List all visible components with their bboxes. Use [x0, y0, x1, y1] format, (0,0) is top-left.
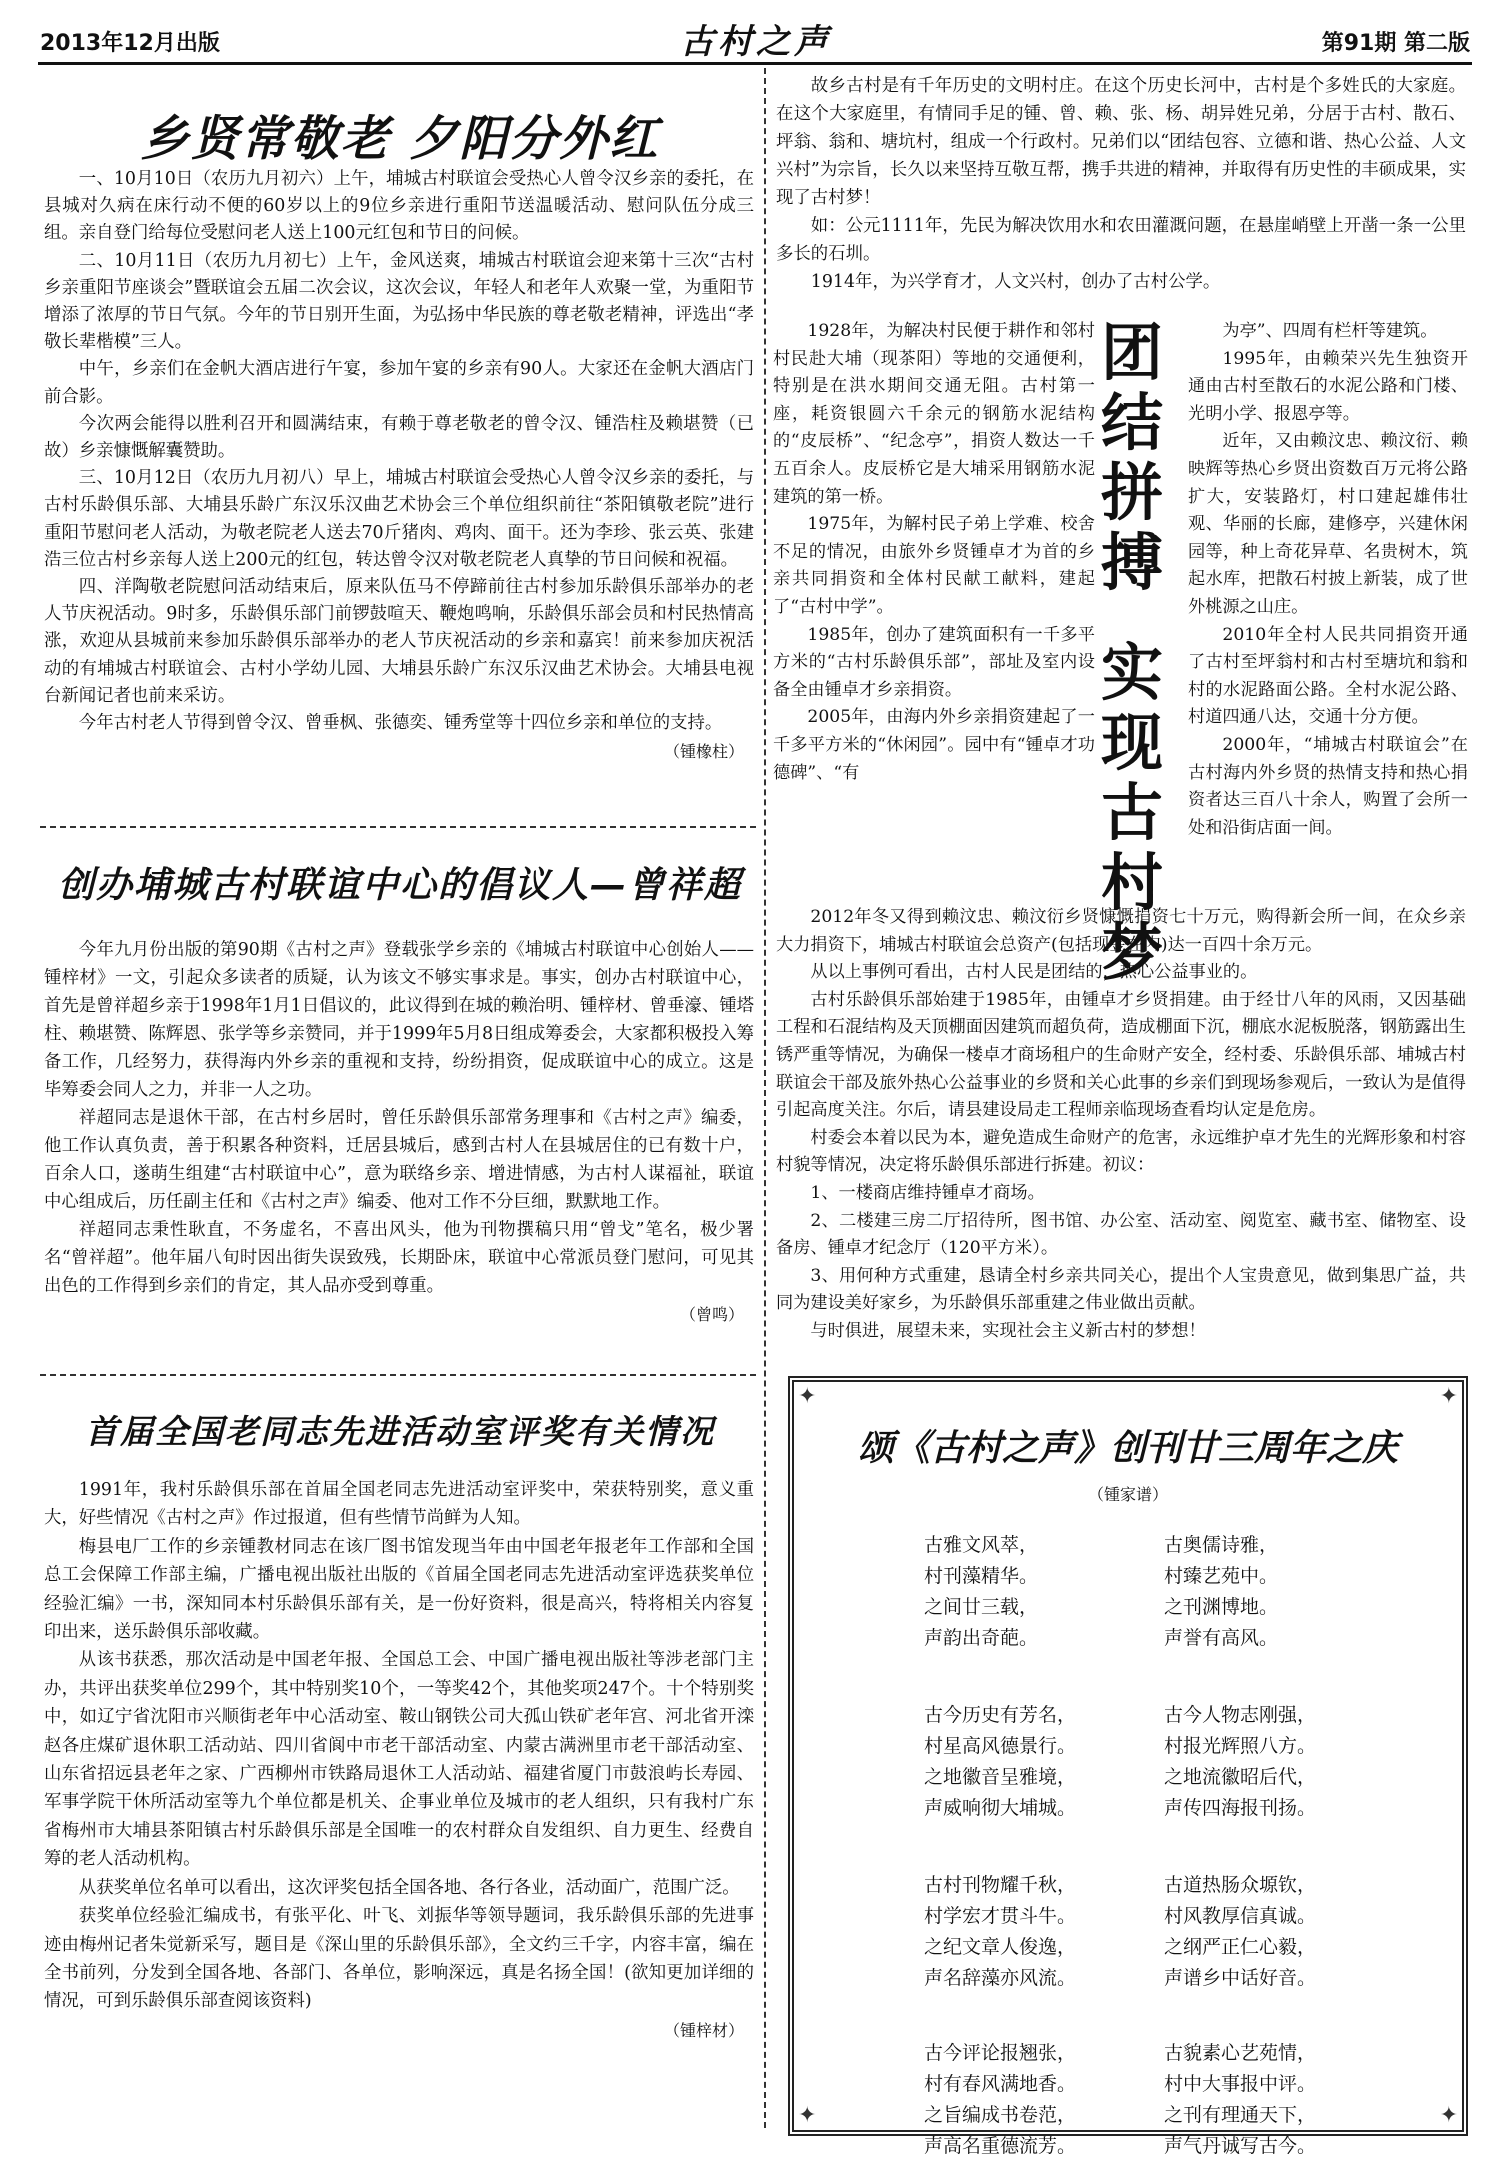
poem-verse: 古道热肠众塬钦，: [1164, 1874, 1317, 1896]
poem-stanza: [924, 1700, 1364, 1824]
paragraph: 梅县电厂工作的乡亲锺教材同志在该厂图书馆发现当年由中国老年报老年工作部和全国总工会保障工作部主编，广播电视出版社出版的《首届全国老同志先进活动室评选获奖单位经验汇编》一书，深知同本村乐龄俱乐部有关，是一份好资料，很是高兴，特将相关内容复印出来，送乐龄俱乐部收藏。: [44, 1536, 754, 1643]
poem-line: [924, 2131, 1364, 2162]
page-header: [40, 14, 1470, 60]
vertical-title-char: 搏: [1100, 526, 1163, 599]
vertical-title-char: 实: [1100, 636, 1163, 709]
ornament-icon: ✦: [1439, 1384, 1458, 1409]
poem-verse: 古雅文风萃，: [924, 1534, 1039, 1556]
poem-line: [924, 1530, 1364, 1561]
poem-verse: 古奥儒诗雅，: [1164, 1534, 1279, 1556]
poem-verse: 声誉有高风。: [1164, 1627, 1279, 1649]
paragraph: 从获奖单位名单可以看出，这次评奖包括全国各地、各行各业，活动面广，范围广泛。: [78, 1877, 740, 1898]
vertical-title-char: 团: [1100, 316, 1163, 389]
section-divider: [40, 1374, 756, 1376]
poem-box: [788, 1376, 1468, 2157]
paragraph: 1、一楼商店维持锺卓才商场。: [810, 1182, 1045, 1203]
poem-line: [924, 1561, 1364, 1592]
poem-line: [924, 2069, 1364, 2100]
paragraph: 1928年，为解决村民便于耕作和邻村村民赴大埔（现茶阳）等地的交通便利，特别是在洪水期间交通无阻。古村第一座，耗资银圆六千余元的钢筋水泥结构的“皮辰桥”、“纪念亭”，捐资人数达一千五百余人。皮辰桥它是大埔采用钢筋水泥建筑的第一桥。: [773, 321, 1095, 507]
article4-intro: [776, 72, 1466, 296]
poem-verse: 声谱乡中话好音。: [1164, 1967, 1317, 1989]
poem-verse: 村臻艺苑中。: [1164, 1565, 1279, 1587]
poem-verse: 之纪文章人俊逸，: [924, 1936, 1077, 1958]
byline: （锺橡柱）: [663, 742, 744, 762]
paragraph: 从以上事例可看出，古村人民是团结的，热心公益事业的。: [810, 962, 1258, 983]
ornament-icon: ✦: [798, 1384, 817, 1409]
byline: （锺梓材）: [663, 2020, 744, 2040]
article4-right-column: [1188, 318, 1468, 842]
ornament-icon: ✦: [798, 2103, 817, 2128]
poem-line: [924, 1731, 1364, 1762]
poem-verse: 村风教厚信真诚。: [1164, 1905, 1317, 1927]
paragraph: 1991年，我村乐龄俱乐部在首届全国老同志先进活动室评奖中，荣获特别奖，意义重大，好些情况《古村之声》作过报道，但有些情节尚鲜为人知。: [44, 1480, 754, 1529]
vertical-title-char: 梦: [1100, 916, 1163, 989]
paragraph: 故乡古村是有千年历史的文明村庄。在这个历史长河中，古村是个多姓氏的大家庭。在这个大家庭里，有情同手足的锺、曾、赖、张、杨、胡异姓兄弟，分居于古村、散石、坪翁、翁和、塘坑村，组成一个行政村。兄弟们以“团结包容、立德和谐、热心公益、人文兴村”为宗旨，长久以来坚持互敬互帮，携手共进的精神，并取得有历史性的丰硕成果，实现了古村梦！: [776, 76, 1466, 208]
paragraph: 四、洋陶敬老院慰问活动结束后，原来队伍马不停蹄前往古村参加乐龄俱乐部举办的老人节庆祝活动。9时多，乐龄俱乐部门前锣鼓喧天、鞭炮鸣响，乐龄俱乐部会员和村民热情高涨，欢迎从县城前来参加乐龄俱乐部举办的老人节庆祝活动的乡亲和嘉宾！前来参加庆祝活动的有埔城古村联谊会、古村小学幼儿园、大埔县乐龄广东汉乐汉曲艺术协会。大埔县电视台新闻记者也前来采访。: [44, 577, 754, 706]
poem-line: [924, 1592, 1364, 1623]
paragraph: 今次两会能得以胜利召开和圆满结束，有赖于尊老敬老的曾令汉、锺浩柱及赖堪赞（已故）乡亲慷慨解囊赞助。: [44, 413, 754, 462]
poem-line: [924, 1623, 1364, 1654]
poem-verse: 古今评论报翘张，: [924, 2042, 1077, 2064]
paragraph: 3、用何种方式重建，恳请全村乡亲共同关心，提出个人宝贵意见，做到集思广益，共同为建设美好家乡，为乐龄俱乐部重建之伟业做出贡献。: [776, 1265, 1466, 1314]
paragraph: 村委会本着以民为本，避免造成生命财产的危害，永远维护卓才先生的光辉形象和村容村貌等情况，决定将乐龄俱乐部进行拆建。初议：: [776, 1127, 1466, 1176]
poem-verse: 村学宏才贯斗牛。: [924, 1905, 1077, 1927]
poem-verse: 声高名重德流芳。: [924, 2135, 1077, 2157]
poem-verse: 声气丹诚写古今。: [1164, 2135, 1317, 2157]
poem-line: [924, 1793, 1364, 1824]
poem-verse: 古今人物志刚强，: [1164, 1704, 1317, 1726]
paragraph: 与时俱进，展望未来，实现社会主义新古村的梦想！: [810, 1320, 1206, 1341]
paragraph: 近年，又由赖汶忠、赖汶衍、赖映辉等热心乡贤出资数百万元将公路扩大，安装路灯，村口建起雄伟壮观、华丽的长廊，建修亭，兴建休闲园等，种上奇花异草、名贵树木，筑起水库，把散石村披上新装，成了世外桃源之山庄。: [1188, 431, 1468, 617]
poem-stanza: [924, 1870, 1364, 1994]
article3-title: 首届全国老同志先进活动室评奖有关情况: [85, 1412, 715, 1451]
poem-verse: 声韵出奇葩。: [924, 1627, 1039, 1649]
article2-body: [44, 936, 754, 1325]
poem-line: [924, 1963, 1364, 1994]
poem-verse: 声威响彻大埔城。: [924, 1797, 1077, 1819]
header-rule: [38, 62, 1472, 65]
paragraph: 2000年，“埔城古村联谊会”在古村海内外乡贤的热情支持和热心捐资者达三百八十余人，购置了会所一处和沿街店面一间。: [1188, 734, 1468, 838]
article1-body: [44, 166, 754, 762]
paragraph: 1995年，由赖荣兴先生独资开通由古村至散石的水泥公路和门楼、光明小学、报恩亭等。: [1188, 348, 1468, 424]
poem-verse: 之地流徽昭后代，: [1164, 1766, 1317, 1788]
poem-verse: 声传四海报刊扬。: [1164, 1797, 1317, 1819]
issue-number: 第91期 第二版: [1321, 31, 1470, 56]
vertical-title-char: 村: [1100, 846, 1163, 919]
column-divider: [764, 68, 766, 2128]
poem-line: [924, 1870, 1364, 1901]
poem-verse: 古村刊物耀千秋，: [924, 1874, 1077, 1896]
section-divider: [40, 826, 756, 828]
poem-verse: 声名辞藻亦风流。: [924, 1967, 1077, 1989]
poem-line: [924, 2100, 1364, 2131]
paragraph: 如：公元1111年，先民为解决饮用水和农田灌溉问题，在悬崖峭壁上开凿一条一公里多长的石圳。: [776, 216, 1466, 264]
paragraph: 二、10月11日（农历九月初七）上午，金风送爽，埔城古村联谊会迎来第十三次“古村乡亲重阳节座谈会”暨联谊会五届二次会议，这次会议，年轻人和老年人欢聚一堂，为重阳节增添了浓厚的节日气氛。今年的节日别开生面，为弘扬中华民族的尊老敬老精神，评选出“孝敬长辈楷模”三人。: [44, 250, 754, 353]
poem-verse: 村报光辉照八方。: [1164, 1735, 1317, 1757]
issue-date: 2013年12月出版: [40, 31, 220, 56]
paragraph: 1985年，创办了建筑面积有一千多平方米的“古村乐龄俱乐部”，部址及室内设备全由锺卓才乡亲捐资。: [773, 624, 1095, 700]
paragraph: 2、二楼建三房二厅招待所，图书馆、办公室、活动室、阅览室、藏书室、储物室、设备房、锺卓才纪念厅（120平方米）。: [776, 1210, 1466, 1259]
poem-line: [924, 1700, 1364, 1731]
masthead: 古村之声: [680, 22, 832, 62]
poem-title: 颂《古村之声》创刊廿三周年之庆: [857, 1428, 1398, 1469]
poem-verse: 之地徽音呈雅境，: [924, 1766, 1077, 1788]
paragraph: 2005年，由海内外乡亲捐资建起了一千多平方米的“休闲园”。园中有“锺卓才功德碑”、“有: [773, 707, 1095, 783]
paragraph: 1914年，为兴学育才，人文兴村，创办了古村公学。: [810, 272, 1221, 292]
paragraph: 三、10月12日（农历九月初八）早上，埔城古村联谊会受热心人曾令汉乡亲的委托，与古村乐龄俱乐部、大埔县乐龄广东汉乐汉曲艺术协会三个单位组织前往“茶阳镇敬老院”进行重阳节慰问老人活动，为敬老院老人送去70斤猪肉、鸡肉、面干。还为李珍、张云英、张建浩三位古村乡亲每人送上200元的红包，转达曾令汉对敬老院老人真挚的节日问候和祝福。: [44, 468, 754, 570]
paragraph: 1975年，为解村民子弟上学难、校舍不足的情况，由旅外乡贤锺卓才为首的乡亲共同捐资和全体村民献工献料，建起了“古村中学”。: [773, 514, 1095, 617]
byline: （曾鸣）: [679, 1305, 744, 1324]
paragraph: 中午，乡亲们在金帆大酒店进行午宴，参加午宴的乡亲有90人。大家还在金帆大酒店门前合影。: [44, 359, 754, 407]
vertical-title-char: 古: [1100, 776, 1163, 849]
paragraph: 今年九月份出版的第90期《古村之声》登载张学乡亲的《埔城古村联谊中心创始人——锺梓材》一文，引起众多读者的质疑，认为该文不够实事求是。事实，创办古村联谊中心，首先是曾祥超乡亲于1998年1月1日倡议的，此议得到在城的赖治明、锺梓材、曾垂濠、锺塔柱、赖堪赞、陈辉恩、张学等乡亲赞同，并于1999年5月8日组成筹委会，大家都积极投入筹备工作，几经努力，获得海内外乡亲的重视和支持，纷纷捐资，促成联谊中心的成立。这是毕筹委会同人之力，并非一人之功。: [44, 940, 755, 1100]
poem-verse: 之刊有理通天下，: [1164, 2104, 1317, 2126]
poem-verse: 村刊藻精华。: [924, 1565, 1039, 1587]
ornament-icon: ✦: [1439, 2103, 1458, 2128]
poem-verse: 村有春风满地香。: [924, 2073, 1077, 2095]
paragraph: 一、10月10日（农历九月初六）上午，埔城古村联谊会受热心人曾令汉乡亲的委托，在县城对久病在床行动不便的60岁以上的9位乡亲进行重阳节送温暖活动、慰问队伍分成三组。亲自登门给每位受慰问老人送上100元红包和节日的问候。: [44, 169, 754, 244]
paragraph: 2010年全村人民共同捐资开通了古村至坪翁村和古村至塘坑和翁和村的水泥路面公路。全村水泥公路、村道四通八达，交通十分方便。: [1188, 624, 1468, 728]
poem-verse: 之旨编成书卷范，: [924, 2104, 1077, 2126]
paragraph: 从该书获悉，那次活动是中国老年报、全国总工会、中国广播电视出版社等涉老部门主办，共评出获奖单位299个，其中特别奖10个，一等奖42个，其他奖项247个。十个特别奖中，如辽宁省沈阳市兴顺街老年中心活动室、鞍山钢铁公司大孤山铁矿老年宫、河北省开滦赵各庄煤矿退休职工活动站、四川省阆中市老干部活动室、内蒙古满洲里市老干部活动室、山东省招远县老年之家、广西柳州市铁路局退休工人活动站、福建省厦门市鼓浪屿长寿园、军事学院干休所活动室等九个单位都是机关、企事业单位及城市的老人组织，只有我村广东省梅州市大埔县茶阳镇古村乐龄俱乐部是全国唯一的农村群众自发组织、自力更生、经费自筹的老人活动机构。: [44, 1650, 754, 1870]
paragraph: 为亭”、四周有栏杆等建筑。: [1222, 321, 1438, 341]
paragraph: 祥超同志秉性耿直，不务虚名，不喜出风头，他为刊物撰稿只用“曾戈”笔名，极少署名“曾祥超”。他年届八旬时因出街失误致残，长期卧床，联谊中心常派员登门慰问，可见其出色的工作得到乡亲们的肯定，其人品亦受到尊重。: [44, 1220, 754, 1296]
poem-line: [924, 1762, 1364, 1793]
article4-continuation: [776, 904, 1466, 1346]
article1-title: 乡贤常敬老 夕阳分外红: [140, 111, 660, 167]
poem-verse: 之刊渊博地。: [1164, 1596, 1279, 1618]
article3-body: [44, 1476, 754, 2041]
poem-verse: 村星高风德景行。: [924, 1735, 1077, 1757]
paragraph: 祥超同志是退休干部，在古村乡居时，曾任乐龄俱乐部常务理事和《古村之声》编委，他工作认真负责，善于积累各种资料，迁居县城后，感到古村人在县城居住的已有数十户，百余人口，遂萌生组建“古村联谊中心”，意为联络乡亲、增进情感，为古村人谋福祉，联谊中心组成后，历任副主任和《古村之声》编委、他对工作不分巨细，默默地工作。: [44, 1108, 754, 1212]
poem-verse: 古今历史有芳名，: [924, 1704, 1077, 1726]
poem-line: [924, 1901, 1364, 1932]
poem-line: [924, 1932, 1364, 1963]
paragraph: 今年古村老人节得到曾令汉、曾垂枫、张德奕、锺秀堂等十四位乡亲和单位的支持。: [78, 713, 723, 734]
article4-vertical-title: [1092, 318, 1172, 988]
poem-stanza: [924, 2038, 1364, 2162]
poem-verse: 古貌素心艺苑情，: [1164, 2042, 1317, 2064]
poem-author: （锺家谱）: [1087, 1485, 1168, 1504]
paragraph: 古村乐龄俱乐部始建于1985年，由锺卓才乡贤捐建。由于经廿八年的风雨，又因基础工程和石混结构及天顶棚面因建筑而超负荷，造成棚面下沉，棚底水泥板脱落，钢筋露出生锈严重等情况，为确保一楼卓才商场租户的生命财产安全，经村委、乐龄俱乐部、埔城古村联谊会干部及旅外热心公益事业的乡贤和关心此事的乡亲们到现场参观后，一致认为是值得引起高度关注。尔后，请县建设局走工程师亲临现场查看均认定是危房。: [776, 989, 1466, 1121]
vertical-title-char: 拼: [1100, 456, 1163, 529]
poem-verse: 村中大事报中评。: [1164, 2073, 1317, 2095]
vertical-title-char: 结: [1100, 386, 1163, 459]
article4-left-column: [773, 318, 1095, 787]
poem-line: [924, 2038, 1364, 2069]
poem-verse: 之间廿三载，: [924, 1596, 1039, 1618]
poem-stanza: [924, 1530, 1364, 1654]
paragraph: 2012年冬又得到赖汶忠、赖汶衍乡贤慷慨捐资七十万元，购得新会所一间，在众乡亲大力捐资下，埔城古村联谊会总资产(包括现金在内)达一百四十余万元。: [776, 907, 1466, 955]
paragraph: 获奖单位经验汇编成书，有张平化、叶飞、刘振华等领导题词，我乐龄俱乐部的先进事迹由梅州记者朱觉新采写，题目是《深山里的乐龄俱乐部》，全文约三千字，内容丰富，编在全书前列，分发到全国各地、各部门、各单位，影响深远，真是名扬全国！(欲知更加详细的情况，可到乐龄俱乐部查阅该资料): [44, 1906, 754, 2012]
poem-verse: 之纲严正仁心毅，: [1164, 1936, 1317, 1958]
vertical-title-char: 现: [1100, 706, 1163, 779]
article2-title: 创办埔城古村联谊中心的倡议人—曾祥超: [57, 865, 742, 906]
